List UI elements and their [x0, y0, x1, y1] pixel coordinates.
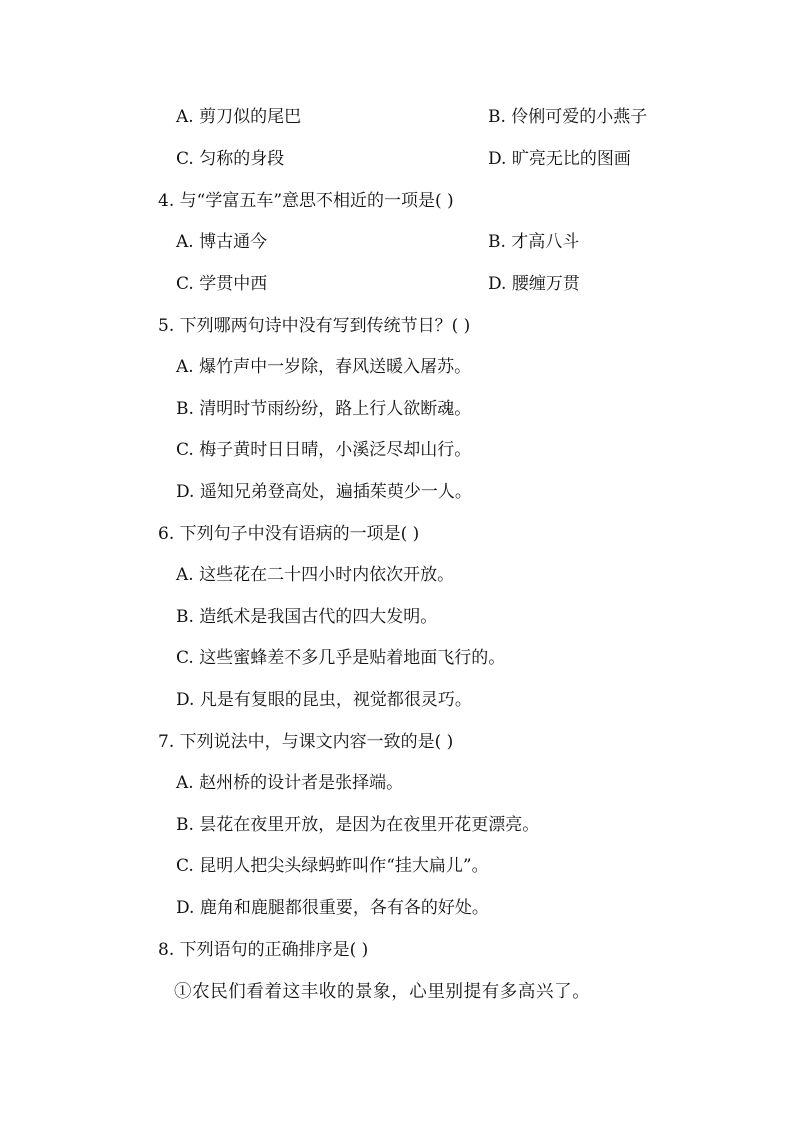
- q5-option-b: B. 清明时节雨纷纷，路上行人欲断魂。: [176, 399, 472, 419]
- q8-stem: 8. 下列语句的正确排序是( ): [158, 940, 369, 960]
- q5-stem: 5. 下列哪两句诗中没有写到传统节日？( ): [158, 316, 471, 336]
- q8-statement-1: ①农民们看着这丰收的景象，心里别提有多高兴了。: [174, 982, 591, 1002]
- q5-option-d: D. 遥知兄弟登高处，遍插茱萸少一人。: [176, 482, 472, 502]
- q4-option-b: B. 才高八斗: [488, 232, 580, 252]
- q3-option-b: B. 伶俐可爱的小燕子: [488, 107, 648, 127]
- q4-option-c: C. 学贯中西: [176, 274, 268, 294]
- q4-option-a: A. 博古通今: [176, 232, 268, 252]
- q7-option-b: B. 昙花在夜里开放，是因为在夜里开花更漂亮。: [176, 815, 540, 835]
- q7-option-c: C. 昆明人把尖头绿蚂蚱叫作“挂大扁儿”。: [176, 856, 489, 876]
- q6-option-b: B. 造纸术是我国古代的四大发明。: [176, 607, 438, 627]
- q3-option-a: A. 剪刀似的尾巴: [176, 107, 302, 127]
- q5-option-c: C. 梅子黄时日日晴，小溪泛尽却山行。: [176, 440, 472, 460]
- q7-stem: 7. 下列说法中，与课文内容一致的是( ): [158, 732, 454, 752]
- q6-option-c: C. 这些蜜蜂差不多几乎是贴着地面飞行的。: [176, 648, 506, 668]
- q6-option-a: A. 这些花在二十四小时内依次开放。: [176, 565, 455, 585]
- q3-option-c: C. 匀称的身段: [176, 149, 285, 169]
- q6-stem: 6. 下列句子中没有语病的一项是( ): [158, 524, 420, 544]
- q7-option-d: D. 鹿角和鹿腿都很重要，各有各的好处。: [176, 898, 489, 918]
- q3-option-d: D. 旷亮无比的图画: [488, 149, 631, 169]
- q6-option-d: D. 凡是有复眼的昆虫，视觉都很灵巧。: [176, 690, 472, 710]
- q4-stem: 4. 与“学富五车”意思不相近的一项是( ): [158, 191, 454, 211]
- q7-option-a: A. 赵州桥的设计者是张择端。: [176, 773, 404, 793]
- q4-option-d: D. 腰缠万贯: [488, 274, 580, 294]
- q5-option-a: A. 爆竹声中一岁除，春风送暖入屠苏。: [176, 357, 472, 377]
